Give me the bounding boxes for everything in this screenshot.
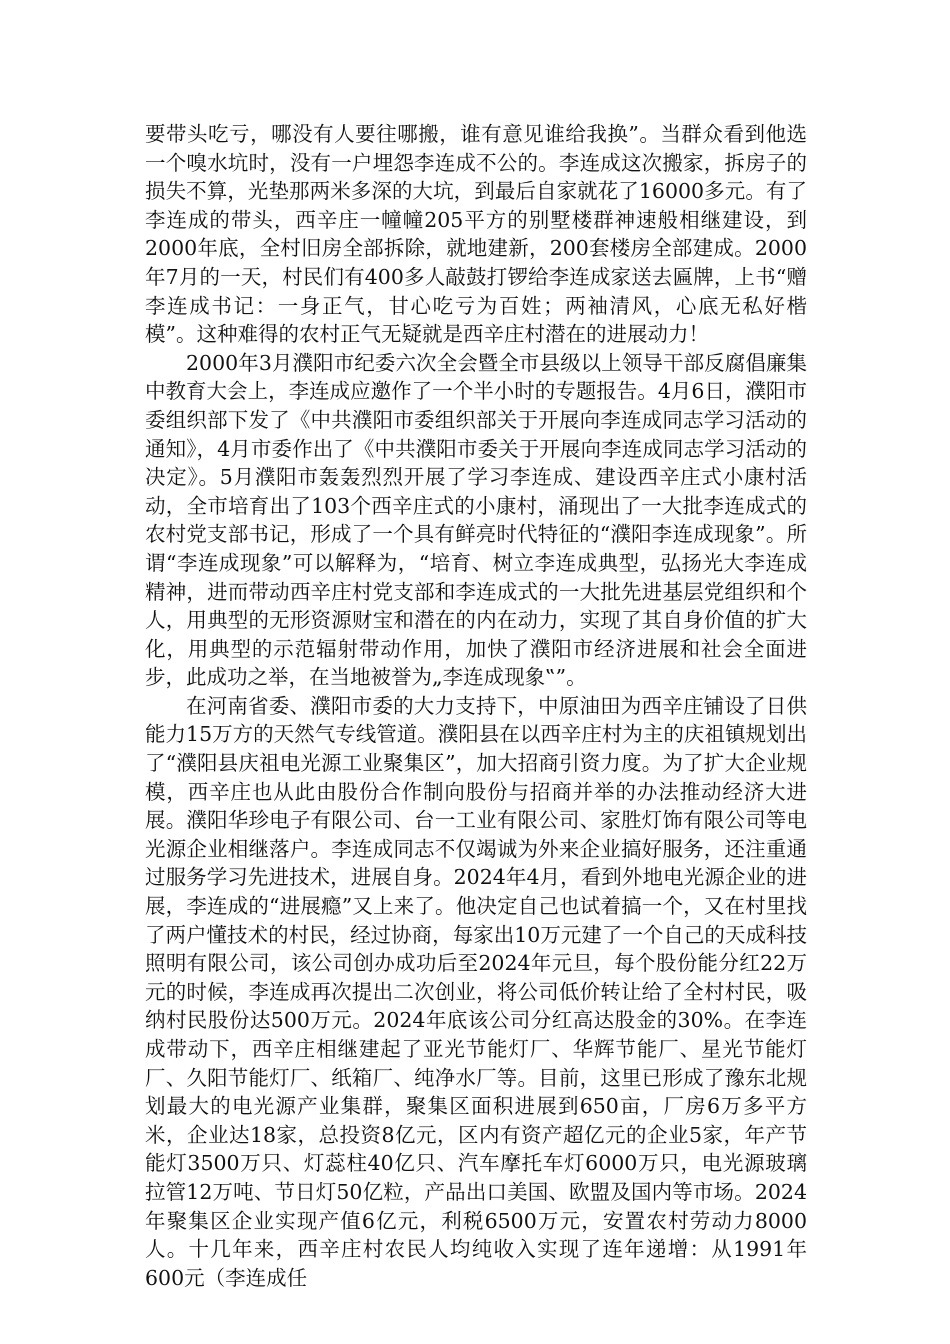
document-page [145,120,807,1292]
paragraph-3: 在河南省委、濮阳市委的大力支持下，中原油田为西辛庄铺设了日供能力15万方的天然气专线管道。濮阳县在以西辛庄村为主的庆祖镇规划出了“濮阳县庆祖电光源工业聚集区”，加大招商引资力度。为了扩大企业规模，西辛庄也从此由股份合作制向股份与招商并举的办法推动经济大进展。濮阳华珍电子有限公司、台一工业有限公司、家胜灯饰有限公司等电光源企业相继落户。李连成同志不仅竭诚为外来企业搞好服务，还注重通过服务学习先进技术，进展自身。2024年4月，看到外地电光源企业的进展，李连成的“进展瘾”又上来了。他决定自己也试着搞一个，又在村里找了两户懂技术的村民，经过协商，每家出10万元建了一个自己的天成科技照明有限公司，该公司创办成功后至2024年元旦，每个股份能分红22万元的时候，李连成再次提出二次创业，将公司低价转让给了全村村民，吸纳村民股份达500万元。2024年底该公司分红高达股金的30%。在李连成带动下，西辛庄相继建起了亚光节能灯厂、华辉节能厂、星光节能灯厂、久阳节能灯厂、纸箱厂、纯净水厂等。目前，这里已形成了豫东北规划最大的电光源产业集群，聚集区面积进展到650亩，厂房6万多平方米，企业达18家，总投资8亿元，区内有资产超亿元的企业5家，年产节能灯3500万只、灯蕊柱40亿只、汽车摩托车灯6000万只，电光源玻璃拉管12万吨、节日灯50亿粒，产品出口美国、欧盟及国内等市场。2024年聚集区企业实现产值6亿元，利税6500万元，安置农村劳动力8000人。十几年来，西辛庄村农民人均纯收入实现了连年递增：从1991年600元（李连成任 [145,693,807,1290]
paragraph-1: 要带头吃亏，哪没有人要往哪搬，谁有意见谁给我换”。当群众看到他选一个嗅水坑时，没有一户埋怨李连成不公的。李连成这次搬家，拆房子的损失不算，光垫那两米多深的大坑，到最后自家就花了16000多元。有了李连成的带头，西辛庄一幢幢205平方的别墅楼群神速般相继建设，到2000年底，全村旧房全部拆除，就地建新，200套楼房全部建成。2000年7月的一天，村民们有400多人敲鼓打锣给李连成家送去匾牌，上书“赠李连成书记：一身正气，甘心吃亏为百姓；两袖清风，心底无私好楷模”。这种难得的农村正气无疑就是西辛庄村潜在的进展动力！ [145,122,807,347]
paragraph-2: 2000年3月濮阳市纪委六次全会暨全市县级以上领导干部反腐倡廉集中教育大会上，李连成应邀作了一个半小时的专题报告。4月6日，濮阳市委组织部下发了《中共濮阳市委组织部关于开展向李连成同志学习活动的通知》，4月市委作出了《中共濮阳市委关于开展向李连成同志学习活动的决定》。5月濮阳市轰轰烈烈开展了学习李连成、建设西辛庄式小康村活动，全市培育出了103个西辛庄式的小康村，涌现出了一大批李连成式的农村党支部书记，形成了一个具有鲜亮时代特征的“濮阳李连成现象”。所谓“李连成现象”可以解释为，“培育、树立李连成典型，弘扬光大李连成精神，进而带动西辛庄村党支部和李连成式的一大批先进基层党组织和个人，用典型的无形资源财宝和潜在的内在动力，实现了其自身价值的扩大化，用典型的示范辐射带动作用，加快了濮阳市经济进展和社会全面进步，此成功之举，在当地被誉为„李连成现象‟”。 [145,350,807,690]
